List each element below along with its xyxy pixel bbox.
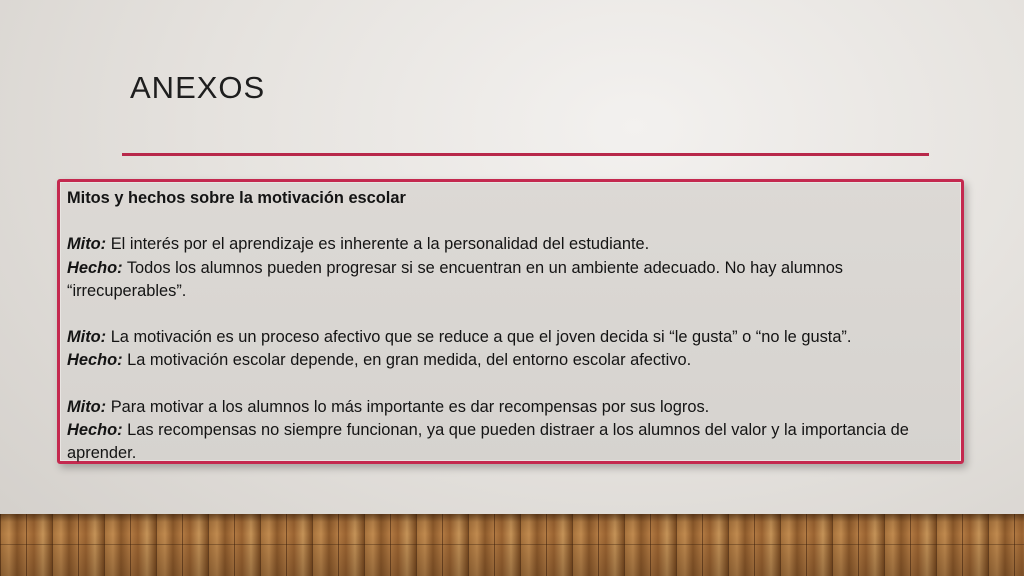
title-underline bbox=[122, 153, 929, 156]
myth-label: Mito: bbox=[67, 397, 107, 416]
spacer bbox=[67, 303, 953, 326]
fact-label: Hecho: bbox=[67, 258, 123, 277]
myth-text: La motivación es un proceso afectivo que se reduce a que el joven decida si “le gusta” o “no le gusta”. bbox=[106, 328, 852, 347]
myth-line bbox=[67, 233, 953, 256]
myths-facts-box bbox=[57, 179, 964, 464]
fact-line bbox=[67, 419, 953, 466]
myth-text: Para motivar a los alumnos lo más importante es dar recompensas por sus logros. bbox=[106, 397, 710, 416]
fact-text: Las recompensas no siempre funcionan, ya que pueden distraer a los alumnos del valor y la importancia de aprender. bbox=[67, 421, 909, 463]
slide-title: ANEXOS bbox=[130, 70, 266, 105]
myth-text: El interés por el aprendizaje es inherente a la personalidad del estudiante. bbox=[106, 235, 650, 254]
spacer bbox=[67, 210, 953, 233]
fact-line bbox=[67, 257, 953, 304]
fact-text: Todos los alumnos pueden progresar si se encuentran en un ambiente adecuado. No hay alumnos “irrecuperables”. bbox=[67, 258, 844, 300]
myth-label: Mito: bbox=[67, 235, 107, 254]
myth-line bbox=[67, 326, 953, 349]
wooden-floor-decoration bbox=[0, 514, 1024, 576]
fact-text: La motivación escolar depende, en gran medida, del entorno escolar afectivo. bbox=[122, 351, 692, 370]
fact-line bbox=[67, 349, 953, 372]
fact-label: Hecho: bbox=[67, 421, 123, 440]
myth-label: Mito: bbox=[67, 328, 107, 347]
spacer bbox=[67, 373, 953, 396]
myth-line bbox=[67, 396, 953, 419]
box-heading: Mitos y hechos sobre la motivación escolar bbox=[67, 189, 406, 207]
fact-label: Hecho: bbox=[67, 351, 123, 370]
